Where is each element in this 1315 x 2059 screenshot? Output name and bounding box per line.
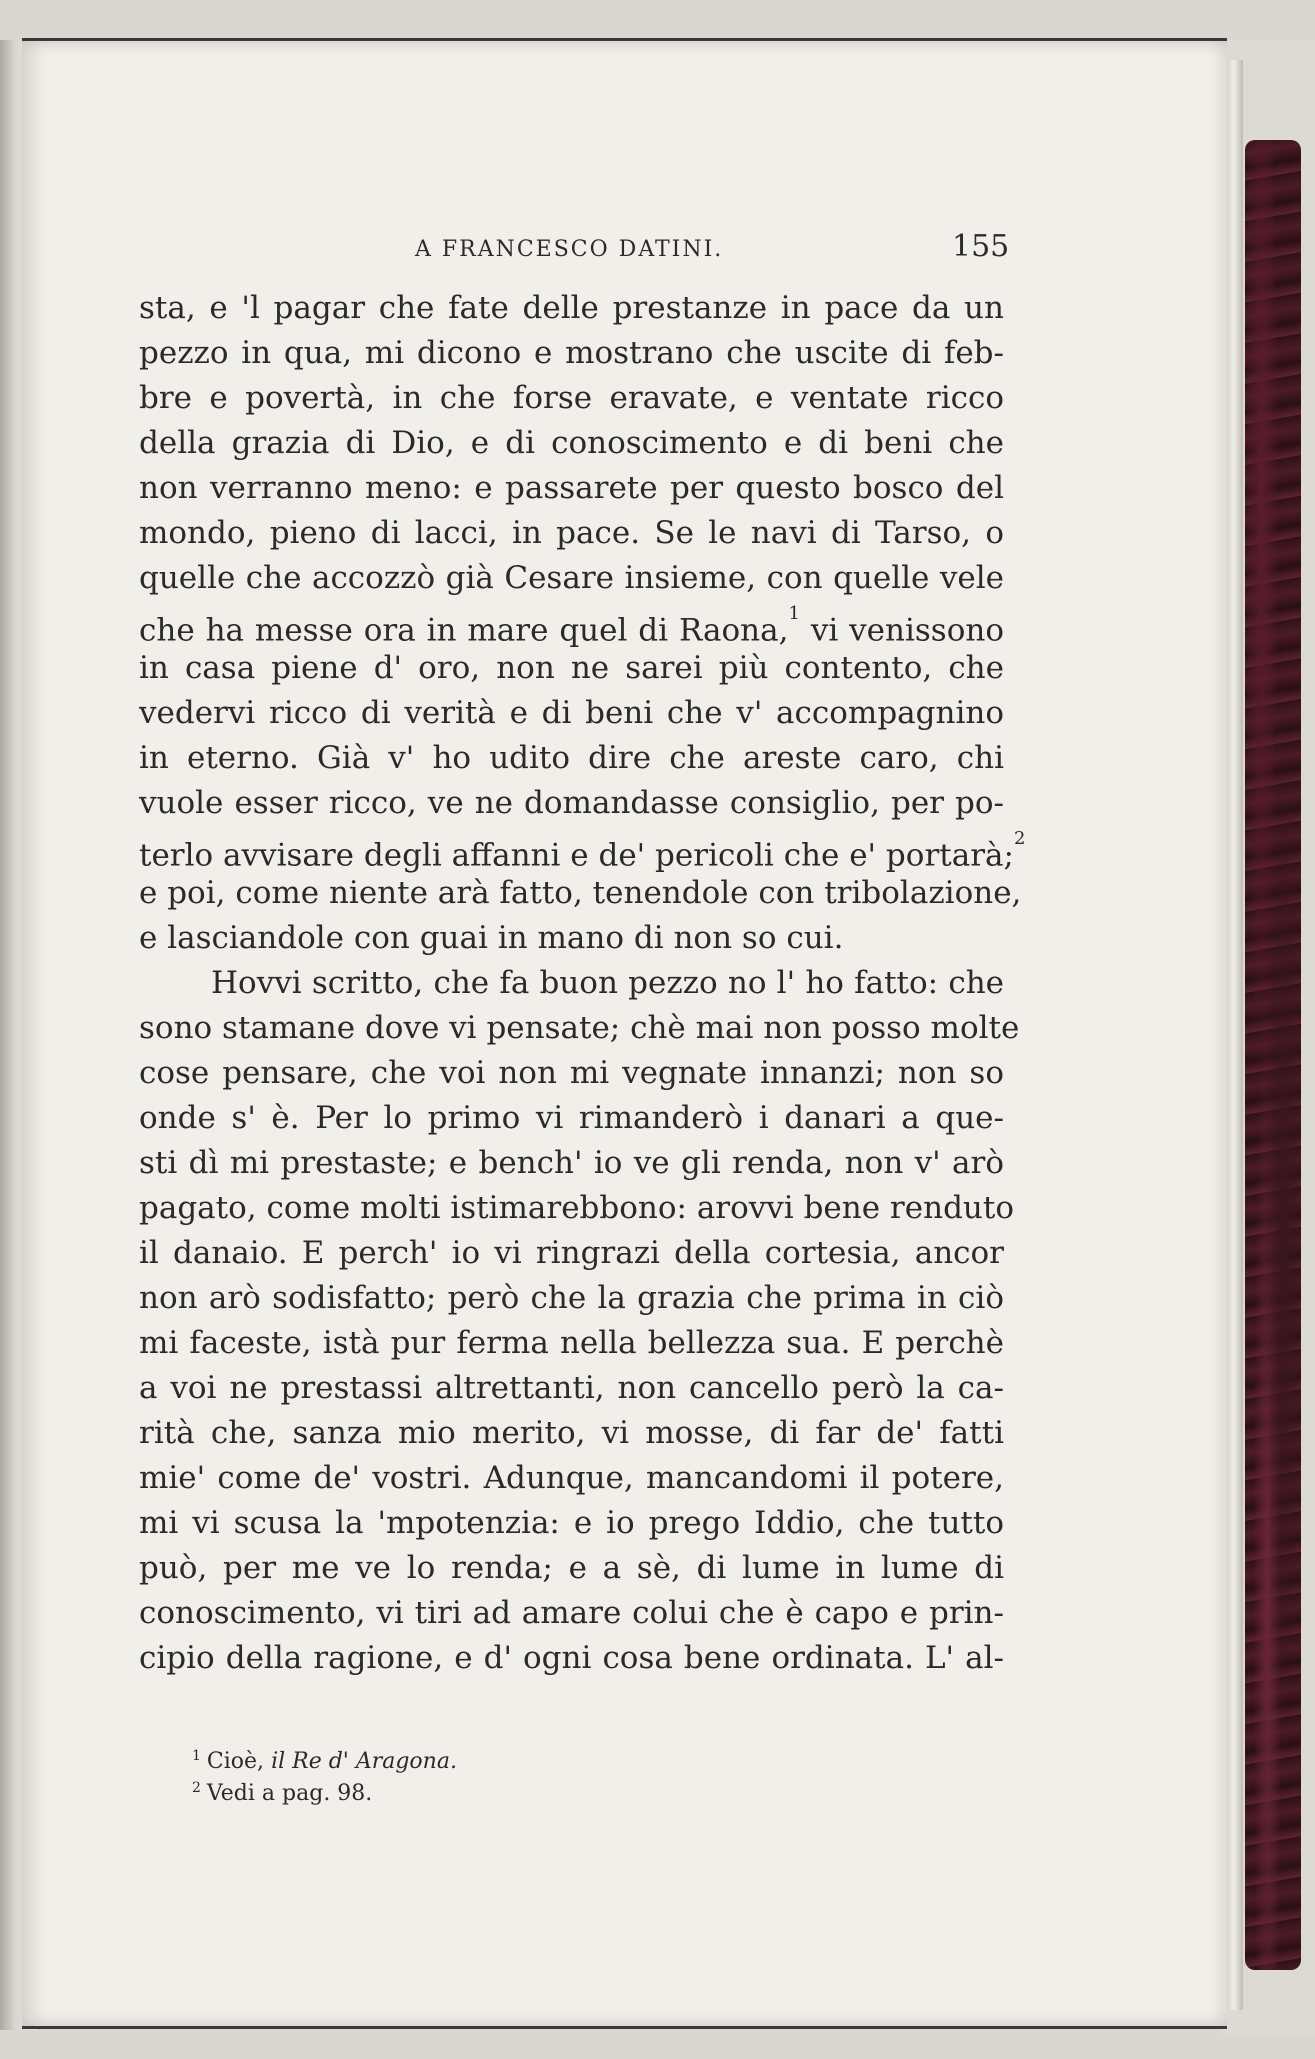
footnote: [192, 1778, 457, 1810]
text-line: e lasciandole con guai in mano di non so cui.: [139, 920, 844, 956]
text-line: Hovvi scritto, che fa buon pezzo no l' ho fatto: che: [211, 965, 1004, 1001]
text-line: a voi ne prestassi altrettanti, non cancello però la ca-: [139, 1370, 1004, 1406]
text-line-with-footnote: [139, 826, 1026, 874]
text-line: conoscimento, vi tiri ad amare colui che è capo e prin-: [139, 1595, 1004, 1631]
text-line: pezzo in qua, mi dicono e mostrano che uscite di feb-: [139, 335, 1004, 371]
footnote: [192, 1746, 457, 1778]
text-segment: che ha messe ora in mare quel di Raona,: [139, 612, 789, 649]
footnote-italic-text: il Re d' Aragona.: [271, 1749, 457, 1774]
text-line: bre e povertà, in che forse eravate, e ventate ricco: [139, 380, 1004, 416]
text-line: mi vi scusa la 'mpotenzia: e io prego Iddio, che tutto: [139, 1505, 1004, 1541]
text-line: sono stamane dove vi pensate; chè mai non posso molte: [139, 1010, 1020, 1046]
footnote-text: Vedi a pag. 98.: [206, 1781, 373, 1806]
text-segment: terlo avvisare degli affanni e de' pericoli che e' portarà;: [139, 837, 1014, 874]
page-edges: [1225, 60, 1243, 2010]
text-segment: vi venissono: [810, 612, 1004, 649]
text-line: della grazia di Dio, e di conoscimento e di beni che: [139, 425, 1004, 461]
text-line: in casa piene d' oro, non ne sarei più contento, che: [139, 650, 1004, 686]
footnote-number: 2: [192, 1780, 201, 1796]
body-text: [139, 286, 1026, 1681]
text-line: può, per me ve lo renda; e a sè, di lume in lume di: [139, 1550, 1004, 1586]
text-line: mi faceste, istà pur ferma nella bellezza sua. E perchè: [139, 1325, 1004, 1361]
footnote-text: Cioè,: [206, 1749, 265, 1774]
footnote-mark: 1: [788, 603, 800, 624]
text-line: vuole esser ricco, ve ne domandasse consiglio, per po-: [139, 785, 1004, 821]
text-line: mondo, pieno di lacci, in pace. Se le navi di Tarso, o: [139, 515, 1004, 551]
text-line: sta, e 'l pagar che fate delle prestanze in pace da un: [139, 290, 1004, 326]
text-line: sti dì mi prestaste; e bench' io ve gli renda, non v' arò: [139, 1145, 1004, 1181]
text-line: onde s' è. Per lo primo vi rimanderò i danari a que-: [139, 1100, 1004, 1136]
text-line: non verranno meno: e passarete per questo bosco del: [139, 470, 1004, 506]
text-line: il danaio. E perch' io vi ringrazi della cortesia, ancor: [139, 1235, 1004, 1271]
footnote-number: 1: [192, 1748, 201, 1764]
page-number: 155: [952, 229, 1010, 264]
text-line: quelle che accozzò già Cesare insieme, con quelle vele: [139, 560, 1004, 596]
text-line: cipio della ragione, e d' ogni cosa bene ordinata. L' al-: [139, 1640, 1004, 1676]
marbled-cover: [1245, 140, 1301, 1970]
footnote-mark: 2: [1013, 828, 1026, 849]
text-line: pagato, come molti istimarebbono: arovvi bene renduto: [139, 1190, 1014, 1226]
text-line: in eterno. Già v' ho udito dire che areste caro, chi: [139, 740, 1004, 776]
text-line-with-footnote: [139, 601, 1004, 649]
running-head: A FRANCESCO DATINI.: [415, 237, 724, 262]
book-page: [22, 38, 1227, 2029]
text-line: e poi, come niente arà fatto, tenendole con tribolazione,: [139, 875, 1022, 911]
footnotes: [192, 1746, 457, 1810]
text-line: non arò sodisfatto; però che la grazia che prima in ciò: [139, 1280, 1004, 1316]
text-line: mie' come de' vostri. Adunque, mancandomi il potere,: [139, 1460, 1004, 1496]
text-line: vedervi ricco di verità e di beni che v' accompagnino: [139, 695, 1004, 731]
text-line: rità che, sanza mio merito, vi mosse, di far de' fatti: [139, 1415, 1004, 1451]
text-line: cose pensare, che voi non mi vegnate innanzi; non so: [139, 1055, 1004, 1091]
